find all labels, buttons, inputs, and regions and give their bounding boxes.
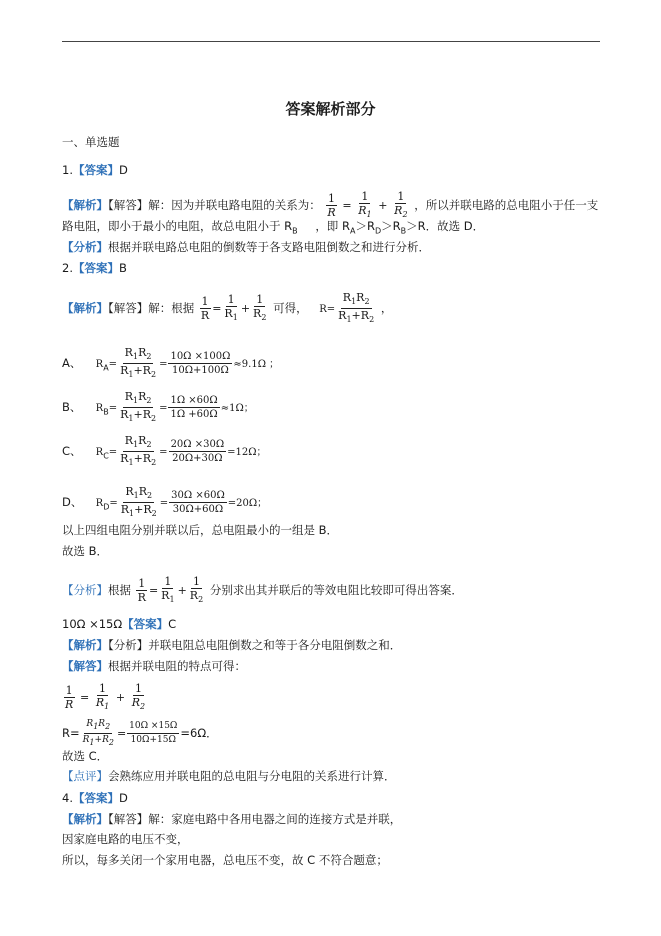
q3-formula: $\frac{1}{R}$ = $\frac{1}{R_1}$ + $\frac{1}{R_2}$: [65, 682, 146, 712]
q1-analysis-line: 【解析】【解答】解：因为并联电路电阻的关系为： $\frac{1}{R}$ = $\frac{1}{R_1}$ + $\frac{1}{R_2}$ ，所以并联电路的总电阻小于任一支: [62, 190, 599, 220]
q2-option-d: D、 $R_D=$ $\frac{R_1R_2}{R_1+R_2}$ = $\frac{30\Omega \times 60\Omega}{30\Omega+60\Omega}$ =20Ω；: [62, 485, 268, 519]
q3-choose: 故选 C．: [62, 749, 109, 763]
q2-choose: 故选 B．: [62, 544, 109, 558]
q2-analysis-line: 【解析】【解答】解：根据 $\frac{1}{R}$ = $\frac{1}{R_1}$ + $\frac{1}{R_2}$ 可得， R= $\frac{R_1R_2}{R_1+R_2}$ ，: [62, 291, 393, 325]
q1-answer-tag: 【答案】: [72, 163, 119, 177]
q3-solve-line: 【解答】根据并联电阻的特点可得：: [62, 659, 246, 673]
q1-solve-tag: 【解答】: [108, 198, 149, 213]
header-rule: [62, 41, 600, 42]
page-title: 答案解析部分: [285, 100, 376, 118]
q2-formula-parallel: $\frac{R_1R_2}{R_1+R_2}$: [338, 291, 375, 325]
q2-option-c: C、 $R_C=$ $\frac{R_1R_2}{R_1+R_2}$ = $\frac{20\Omega \times 30\Omega}{20\Omega+30\Omega}$ =12Ω；: [62, 434, 267, 468]
q1-answer: D: [118, 163, 128, 177]
q3-answer-line: 10Ω ×15Ω【答案】C: [62, 617, 177, 631]
q1-formula-term1: $\frac{1}{R_1}$: [358, 190, 372, 220]
q1-text-line: 路电阻，即小于最小的电阻，故总电阻小于 $R_B$ ，即 $R_A>R_D>R_B>R$．故选 D．: [62, 219, 485, 236]
q1-analysis-tag: 【解析】: [62, 198, 108, 213]
q1-answer-line: [62, 162, 128, 178]
q1-text1: 解：因为并联电路电阻的关系为：: [148, 198, 321, 213]
q2-fenxi-line: 【分析】根据 $\frac{1}{R}$ = $\frac{1}{R_1}$ + $\frac{1}{R_2}$ 分别求出其并联后的等效电阻比较即可得出答案．: [62, 575, 463, 605]
q3-dianping-line: 【点评】会熟练应用并联电阻的总电阻与分电阻的关系进行计算．: [62, 769, 396, 783]
q1-fenxi-line: 【分析】根据并联电路总电阻的倒数等于各支路电阻倒数之和进行分析．: [62, 240, 430, 254]
section-heading: 一、单选题: [62, 135, 120, 149]
q3-analysis-line: 【解析】【分析】并联电阻总电阻倒数之和等于各分电阻倒数之和．: [62, 638, 402, 652]
q2-option-a: A、 $R_A=$ $\frac{R_1R_2}{R_1+R_2}$ = $\frac{10\Omega \times 100\Omega}{10\Omega+100\Omega}$ ≈9.1Ω ；: [62, 346, 280, 380]
q2-option-b: B、 $R_B=$ $\frac{R_1R_2}{R_1+R_2}$ = $\frac{1\Omega \times 60\Omega}{1\Omega +60\Omega}$ ≈1Ω；: [62, 390, 254, 424]
q1-text2: ，所以并联电路的总电阻小于任一支: [414, 198, 599, 213]
q1-formula-term2: $\frac{1}{R_2}$: [394, 190, 408, 220]
q4-text3: 所以，每多关闭一个家用电器，总电压不变，故 C 不符合题意；: [62, 853, 388, 867]
q4-text2: 因家庭电路的电压不变，: [62, 832, 189, 846]
q2-formula-lhs: $\frac{1}{R}$: [200, 295, 210, 323]
q1-number: 1.: [62, 163, 73, 177]
q4-analysis-line: 【解析】【解答】解：家庭电路中各用电器之间的连接方式是并联，: [62, 812, 402, 826]
q2-answer-line: 2.【答案】B: [62, 261, 127, 275]
q4-answer-line: 4.【答案】D: [62, 791, 128, 805]
q2-conclusion: 以上四组电阻分别并联以后，总电阻最小的一组是 B．: [62, 523, 339, 537]
q1-fenxi-tag: 【分析】: [62, 240, 108, 254]
q3-result: R= $\frac{R_1R_2}{R_1+R_2}$ = $\frac{10\Omega \times 15\Omega}{10\Omega+15\Omega}$ =6Ω．: [62, 719, 218, 747]
q1-formula-lhs: $\frac{1}{R}$: [327, 192, 336, 220]
